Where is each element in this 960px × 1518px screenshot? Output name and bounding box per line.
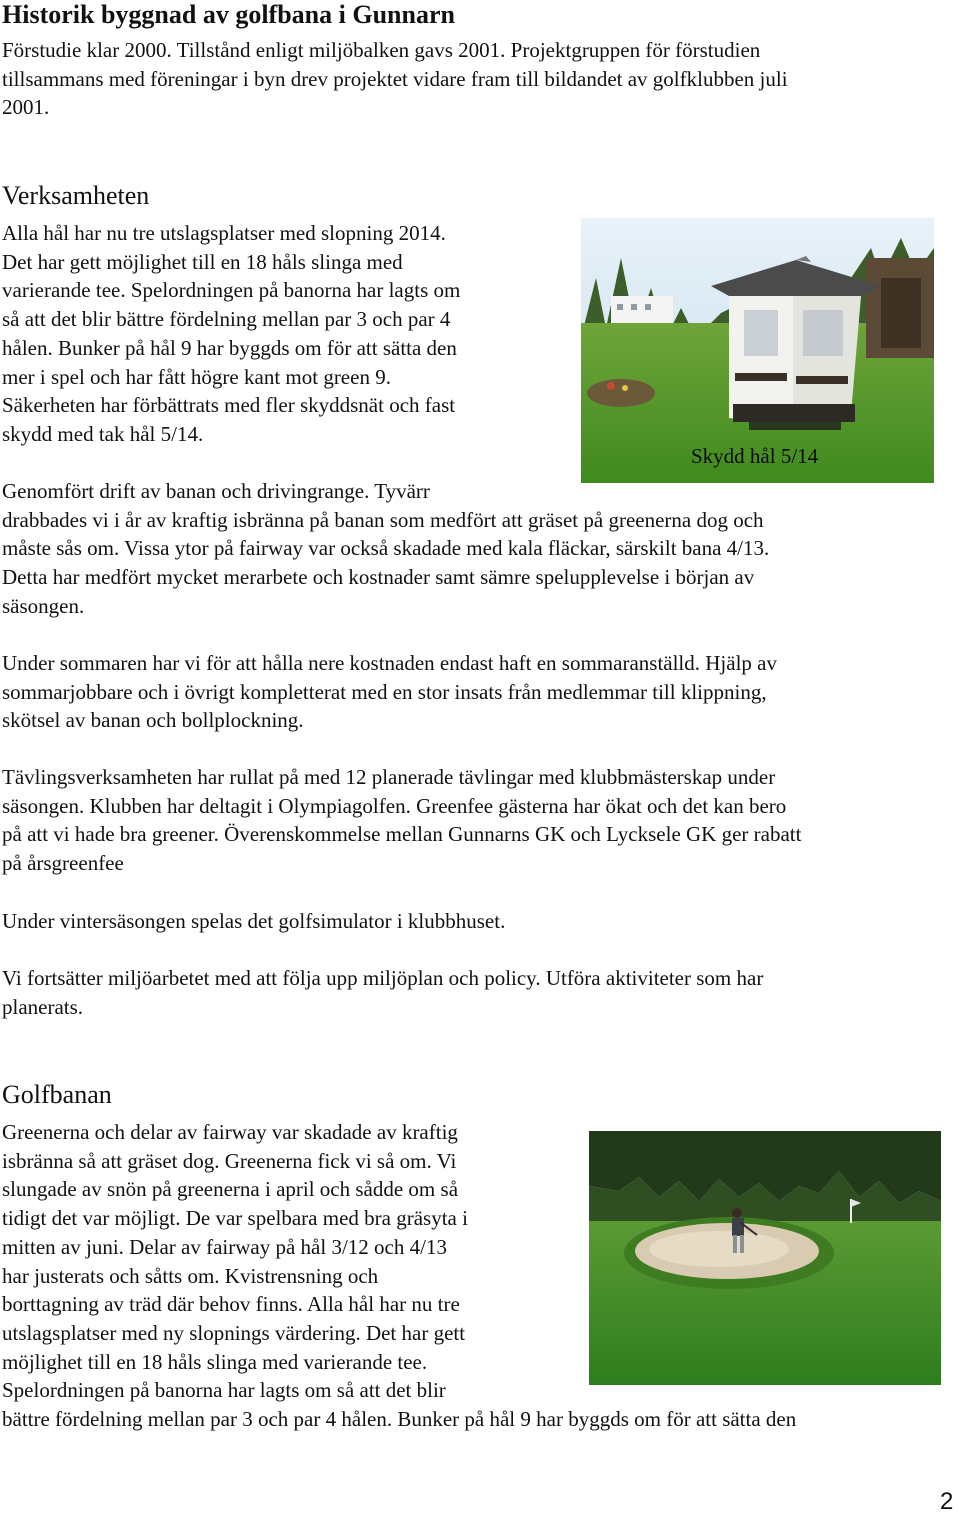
page-number: 2 (940, 1488, 954, 1515)
text-line: så att det blir bättre fördelning mellan par 3 och par 4 (2, 307, 451, 332)
text-line: på årsgreenfee (2, 851, 124, 876)
text-line: möjlighet till en 18 håls slinga med varierande tee. (2, 1349, 428, 1374)
text-line: mitten av juni. Delar av fairway på hål 3/12 och 4/13 (2, 1234, 447, 1259)
shelter-photo (581, 218, 934, 483)
paragraph-historik (2, 36, 788, 122)
text-line: Det har gett möjlighet till en 18 håls slinga med (2, 249, 403, 274)
text-line: planerats. (2, 994, 84, 1019)
text-line: Säkerheten har förbättrats med fler skyddsnät och fast (2, 393, 456, 418)
text-line: säsongen. (2, 593, 85, 618)
text-line: tidigt det var möjligt. De var spelbara med bra gräsyta i (2, 1206, 468, 1231)
heading-verksamheten: Verksamheten (2, 181, 150, 210)
text-line: säsongen. Klubben har deltagit i Olympiagolfen. Greenfee gästerna har ökat och det kan bero (2, 793, 787, 818)
heading-golfbanan: Golfbanan (2, 1080, 112, 1109)
heading-historik: Historik byggnad av golfbana i Gunnarn (2, 0, 455, 29)
paragraph-vinter (2, 907, 505, 936)
text-line: sommarjobbare och i övrigt kompletterat med en stor insats från medlemmar till klippning, (2, 679, 767, 704)
photo-caption: Skydd hål 5/14 (691, 444, 819, 468)
text-line: Under vintersäsongen spelas det golfsimulator i klubbhuset. (2, 909, 506, 933)
text-line: borttagning av träd där behov finns. Alla hål har nu tre (2, 1292, 460, 1317)
bunker-golfer-photo-image (589, 1131, 941, 1385)
text-line: Genomfört drift av banan och drivingrange. Tyvärr (2, 479, 430, 503)
text-line: har justerats och såtts om. Kvistrensning och (2, 1263, 379, 1288)
text-line: Under sommaren har vi för att hålla nere kostnaden endast haft en sommaranställd. Hjälp av (2, 651, 777, 675)
text-line: bättre fördelning mellan par 3 och par 4 hålen. Bunker på hål 9 har byggds om för att sätta den (2, 1407, 797, 1432)
text-line: 2001. (2, 95, 50, 120)
text-line: Spelordningen på banorna har lagts om så att det blir (2, 1378, 446, 1403)
paragraph-sommar (2, 649, 777, 735)
text-line: Alla hål har nu tre utslagsplatser med slopning 2014. (2, 221, 446, 245)
text-line: isbränna så att gräset dog. Greenerna fick vi så om. Vi (2, 1148, 457, 1173)
paragraph-drift (2, 477, 769, 621)
text-line: Greenerna och delar av fairway var skadade av kraftig (2, 1120, 458, 1144)
text-line: Vi fortsätter miljöarbetet med att följa upp miljöplan och policy. Utföra aktiviteter som har (2, 966, 764, 990)
text-line: skötsel av banan och bollplockning. (2, 708, 304, 733)
bunker-golfer-photo (589, 1131, 941, 1385)
text-line: tillsammans med föreningar i byn drev projektet vidare fram till bildandet av golfklubben juli (2, 66, 788, 91)
text-line: Förstudie klar 2000. Tillstånd enligt miljöbalken gavs 2001. Projektgruppen för förstudien (2, 38, 761, 62)
text-line: Detta har medfört mycket merarbete och kostnader samt sämre spelupplevelse i början av (2, 565, 755, 590)
text-line: utslagsplatser med ny slopnings värdering. Det har gett (2, 1320, 466, 1345)
paragraph-verksamheten-intro (2, 219, 460, 449)
text-line: skydd med tak hål 5/14. (2, 421, 204, 446)
text-line: mer i spel och har fått högre kant mot green 9. (2, 364, 391, 389)
paragraph-tavling (2, 763, 801, 878)
text-line: hålen. Bunker på hål 9 har byggds om för att sätta den (2, 335, 457, 360)
text-line: måste sås om. Vissa ytor på fairway var också skadade med kala fläckar, särskilt bana 4/13. (2, 536, 770, 561)
text-line: drabbades vi i år av kraftig isbränna på banan som medfört att gräset på greenerna dog och (2, 507, 764, 532)
paragraph-miljo (2, 964, 763, 1021)
text-line: på att vi hade bra greener. Överenskommelse mellan Gunnarns GK och Lycksele GK ger rabatt (2, 822, 802, 847)
text-line: Tävlingsverksamheten har rullat på med 12 planerade tävlingar med klubbmästerskap under (2, 765, 776, 789)
text-line: slungade av snön på greenerna i april och sådde om så (2, 1177, 459, 1202)
text-line: varierande tee. Spelordningen på banorna har lagts om (2, 278, 461, 303)
